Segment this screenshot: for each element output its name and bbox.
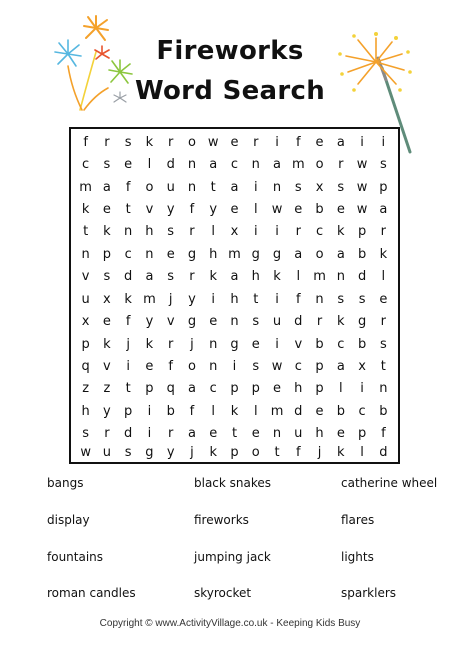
grid-letter: n	[187, 179, 197, 195]
grid-letter: k	[209, 445, 217, 460]
grid-letter: t	[274, 445, 280, 460]
grid-letter: b	[379, 403, 388, 419]
grid-letter: i	[253, 224, 258, 240]
grid-letter: t	[231, 426, 238, 442]
grid-letter: p	[145, 381, 154, 397]
grid-letter: s	[337, 179, 345, 195]
grid-letter: m	[313, 269, 326, 285]
grid-letter: s	[252, 314, 260, 330]
grid-letter: b	[166, 403, 175, 419]
grid-letter: g	[187, 314, 197, 330]
grid-letter: k	[273, 269, 281, 285]
grid-letter: k	[103, 336, 111, 352]
grid-letter: t	[253, 291, 259, 307]
grid-letter: u	[272, 314, 282, 330]
grid-letter: o	[315, 157, 324, 173]
grid-letter: y	[188, 291, 196, 307]
grid-letter: c	[315, 224, 324, 240]
grid-letter: g	[251, 246, 260, 262]
grid-letter: n	[145, 246, 154, 262]
grid-letter: f	[168, 358, 173, 374]
page-title-line-2: Word Search	[134, 76, 326, 106]
word-list-item: jumping jack	[194, 550, 271, 564]
grid-letter: y	[166, 445, 175, 460]
grid-letter: y	[209, 201, 218, 217]
grid-letter: j	[126, 336, 130, 352]
grid-letter: g	[357, 314, 367, 330]
grid-letter: r	[295, 224, 301, 240]
grid-letter: e	[336, 426, 345, 442]
grid-letter: v	[103, 358, 111, 374]
grid-letter: c	[230, 157, 239, 173]
grid-letter: m	[270, 403, 284, 419]
grid-letter: n	[124, 224, 133, 240]
grid-letter: j	[168, 291, 173, 307]
grid-letter: t	[83, 224, 89, 240]
grid-letter: n	[379, 381, 388, 397]
grid-letter: x	[81, 314, 90, 330]
grid-letter: l	[253, 201, 258, 217]
grid-letter: k	[379, 246, 388, 262]
grid-letter: i	[147, 403, 152, 419]
grid-letter: n	[187, 157, 197, 173]
grid-letter: m	[79, 179, 92, 195]
grid-letter: k	[337, 445, 345, 460]
grid-letter: w	[271, 358, 283, 374]
grid-letter: a	[209, 157, 218, 173]
grid-letter: a	[336, 358, 345, 374]
grid-letter: j	[317, 445, 322, 460]
grid-letter: i	[275, 336, 279, 352]
grid-letter: g	[145, 445, 154, 460]
grid-letter: y	[103, 403, 111, 419]
grid-letter: i	[381, 134, 386, 150]
grid-letter: t	[210, 179, 216, 195]
grid-letter: r	[168, 336, 174, 352]
word-list	[0, 470, 460, 610]
grid-letter: j	[190, 445, 194, 460]
grid-letter: l	[253, 403, 258, 419]
grid-letter: u	[294, 426, 303, 442]
word-list-item: roman candles	[47, 586, 136, 600]
grid-letter: n	[272, 426, 282, 442]
grid-letter: s	[124, 445, 132, 460]
grid-letter: k	[337, 314, 345, 330]
word-list-item: flares	[341, 513, 375, 527]
word-list-item: skyrocket	[194, 586, 252, 600]
grid-letter: g	[230, 336, 239, 352]
grid-letter: n	[230, 314, 239, 330]
grid-letter: r	[253, 134, 259, 150]
grid-letter: i	[275, 224, 279, 240]
grid-letter: s	[379, 157, 387, 173]
grid-letter: e	[379, 291, 388, 307]
word-list-item: sparklers	[341, 586, 397, 600]
grid-letter: b	[315, 336, 324, 352]
grid-letter: h	[81, 403, 90, 419]
grid-letter: v	[166, 314, 175, 330]
grid-letter: n	[81, 246, 90, 262]
grid-letter: w	[356, 201, 368, 217]
word-list-item: lights	[341, 550, 374, 564]
grid-letter: l	[211, 403, 216, 419]
grid-letter: s	[167, 269, 175, 285]
grid-letter: e	[145, 358, 154, 374]
grid-letter: v	[294, 336, 303, 352]
grid-letter: y	[166, 201, 175, 217]
grid-letter: i	[275, 291, 279, 307]
grid-letter: p	[102, 246, 112, 262]
grid-letter: t	[125, 381, 131, 397]
grid-letter: a	[187, 426, 196, 442]
grid-letter: x	[103, 291, 111, 307]
grid-letter: k	[124, 291, 132, 307]
grid-letter: h	[251, 269, 260, 285]
grid-letter: p	[124, 403, 133, 419]
grid-letter: h	[315, 426, 324, 442]
grid-letter: n	[251, 157, 260, 173]
grid-letter: n	[209, 336, 218, 352]
grid-letter: l	[339, 381, 343, 397]
grid-letter: e	[315, 134, 324, 150]
grid-letter: r	[380, 314, 387, 330]
grid-letter: f	[189, 201, 195, 217]
grid-letter: a	[145, 269, 154, 285]
grid-letter: s	[337, 291, 345, 307]
grid-letter: b	[357, 336, 367, 352]
grid-letter: z	[103, 381, 111, 397]
grid-letter: k	[209, 269, 217, 285]
grid-letter: u	[102, 445, 112, 460]
grid-letter: k	[230, 403, 239, 419]
grid-letter: f	[83, 134, 88, 150]
grid-letter: j	[190, 336, 194, 352]
grid-letter: e	[336, 201, 345, 217]
grid-letter: k	[145, 134, 154, 150]
grid-letter: l	[211, 224, 216, 240]
word-list-item: black snakes	[194, 476, 272, 490]
grid-letter: r	[168, 426, 174, 442]
grid-letter: n	[315, 291, 324, 307]
grid-letter: s	[82, 426, 90, 442]
grid-letter: l	[147, 157, 152, 173]
grid-letter: a	[273, 157, 281, 173]
word-list-item: bangs	[47, 476, 84, 490]
grid-letter: e	[230, 134, 239, 150]
grid-letter: e	[209, 314, 218, 330]
grid-letter: f	[381, 426, 386, 442]
grid-letter: r	[168, 134, 174, 150]
grid-letter: k	[337, 224, 345, 240]
grid-letter: g	[272, 246, 282, 262]
copyright-footer: Copyright © www.ActivityVillage.co.uk - Keeping Kids Busy	[99, 618, 361, 629]
grid-letter: x	[358, 358, 366, 374]
grid-letter: d	[294, 314, 303, 330]
grid-letter: o	[145, 179, 154, 195]
grid-letter: o	[187, 358, 196, 374]
grid-letter: n	[272, 179, 282, 195]
grid-letter: k	[145, 336, 154, 352]
word-list-item: display	[47, 513, 90, 527]
grid-letter: d	[166, 157, 175, 173]
grid-letter: u	[81, 291, 90, 307]
grid-letter: d	[124, 269, 133, 285]
grid-letter: o	[251, 445, 260, 460]
grid-letter: z	[82, 381, 90, 397]
grid-letter: c	[209, 381, 217, 397]
grid-letter: w	[356, 179, 368, 195]
grid-letter: s	[379, 336, 387, 352]
grid-letter: b	[336, 403, 345, 419]
grid-letter: f	[296, 134, 301, 150]
grid-letter: f	[125, 179, 131, 195]
grid-letter: f	[189, 403, 195, 419]
grid-letter: e	[251, 336, 260, 352]
grid-letter: h	[209, 246, 218, 262]
grid-letter: f	[296, 445, 301, 460]
grid-letter: a	[336, 246, 345, 262]
grid-letter: e	[102, 314, 111, 330]
grid-letter: w	[356, 157, 368, 173]
grid-letter: c	[124, 246, 132, 262]
grid-letter: v	[81, 269, 90, 285]
grid-letter: l	[296, 269, 301, 285]
grid-letter: e	[124, 157, 133, 173]
grid-letter: c	[337, 336, 345, 352]
grid-letter: i	[275, 134, 279, 150]
grid-letter: c	[294, 358, 302, 374]
grid-letter: l	[381, 269, 386, 285]
grid-letter: k	[103, 224, 111, 240]
grid-letter: r	[380, 224, 387, 240]
grid-letter: s	[167, 224, 175, 240]
grid-letter: s	[103, 269, 111, 285]
grid-letter: x	[315, 179, 324, 195]
grid-letter: d	[379, 445, 388, 460]
grid-letter: q	[166, 381, 175, 397]
grid-letter: n	[209, 358, 218, 374]
grid-letter: a	[379, 201, 388, 217]
grid-letter: t	[125, 201, 131, 217]
grid-letter: o	[315, 246, 324, 262]
grid-letter: s	[103, 157, 111, 173]
grid-letter: d	[357, 269, 367, 285]
grid-letter: e	[230, 201, 239, 217]
grid-letter: h	[230, 291, 239, 307]
grid-letter: s	[124, 134, 132, 150]
grid-letter: k	[81, 201, 90, 217]
grid-letter: h	[145, 224, 154, 240]
grid-letter: s	[252, 358, 260, 374]
grid-letter: u	[166, 179, 175, 195]
grid-letter: o	[187, 134, 196, 150]
grid-letter: p	[230, 445, 239, 460]
grid-letter: a	[336, 134, 345, 150]
grid-letter: b	[357, 246, 367, 262]
grid-letter: m	[228, 246, 241, 262]
grid-letter: i	[360, 134, 364, 150]
grid-letter: p	[251, 381, 260, 397]
grid-letter: i	[126, 358, 130, 374]
grid-letter: i	[147, 426, 152, 442]
word-list-item: catherine wheel	[341, 476, 438, 490]
grid-letter: e	[102, 201, 111, 217]
grid-letter: r	[189, 269, 195, 285]
grid-letter: x	[230, 224, 239, 240]
grid-letter: y	[145, 314, 154, 330]
grid-letter: r	[104, 134, 110, 150]
grid-letter: a	[294, 246, 303, 262]
word-list-item: fountains	[47, 550, 104, 564]
grid-letter: e	[294, 201, 303, 217]
grid-letter: h	[294, 381, 303, 397]
grid-letter: p	[230, 381, 239, 397]
word-list-item: fireworks	[194, 513, 249, 527]
grid-letter: e	[273, 381, 282, 397]
grid-letter: f	[125, 314, 131, 330]
grid-letter: i	[360, 381, 364, 397]
grid-letter: s	[358, 291, 366, 307]
grid-letter: r	[104, 426, 110, 442]
grid-letter: p	[357, 224, 367, 240]
grid-letter: m	[291, 157, 305, 173]
grid-letter: r	[338, 157, 344, 173]
grid-letter: a	[230, 179, 239, 195]
grid-letter: g	[187, 246, 197, 262]
grid-letter: i	[211, 291, 216, 307]
grid-letter: c	[82, 157, 90, 173]
grid-letter: v	[145, 201, 154, 217]
word-search-grid	[69, 127, 400, 464]
grid-letter: r	[316, 314, 323, 330]
grid-letter: c	[358, 403, 366, 419]
grid-letter: d	[124, 426, 133, 442]
grid-letter: p	[315, 358, 324, 374]
grid-letter: w	[207, 134, 219, 150]
grid-letter: n	[336, 269, 345, 285]
grid-letter: i	[253, 179, 258, 195]
grid-letter: r	[189, 224, 195, 240]
grid-letter: f	[296, 291, 301, 307]
grid-letter: e	[166, 246, 175, 262]
grid-letter: s	[294, 179, 302, 195]
grid-letter: a	[230, 269, 239, 285]
grid-letter: b	[315, 201, 324, 217]
grid-letter: e	[251, 426, 260, 442]
grid-letter: p	[357, 426, 367, 442]
grid-letter: w	[271, 201, 283, 217]
grid-letter: w	[80, 445, 91, 460]
grid-letter: a	[102, 179, 111, 195]
grid-letter: p	[379, 179, 388, 195]
grid-letter: d	[294, 403, 303, 419]
page-title-line-1: Fireworks	[156, 36, 304, 66]
grid-letter: p	[81, 336, 90, 352]
grid-letter: p	[315, 381, 324, 397]
grid-letter: i	[232, 358, 237, 374]
grid-letter: m	[143, 291, 156, 307]
grid-letter: e	[315, 403, 324, 419]
grid-letter: a	[187, 381, 196, 397]
grid-letter: t	[380, 358, 386, 374]
grid-letter: l	[360, 445, 364, 460]
grid-letter: e	[209, 426, 218, 442]
grid-letter: q	[81, 358, 90, 374]
